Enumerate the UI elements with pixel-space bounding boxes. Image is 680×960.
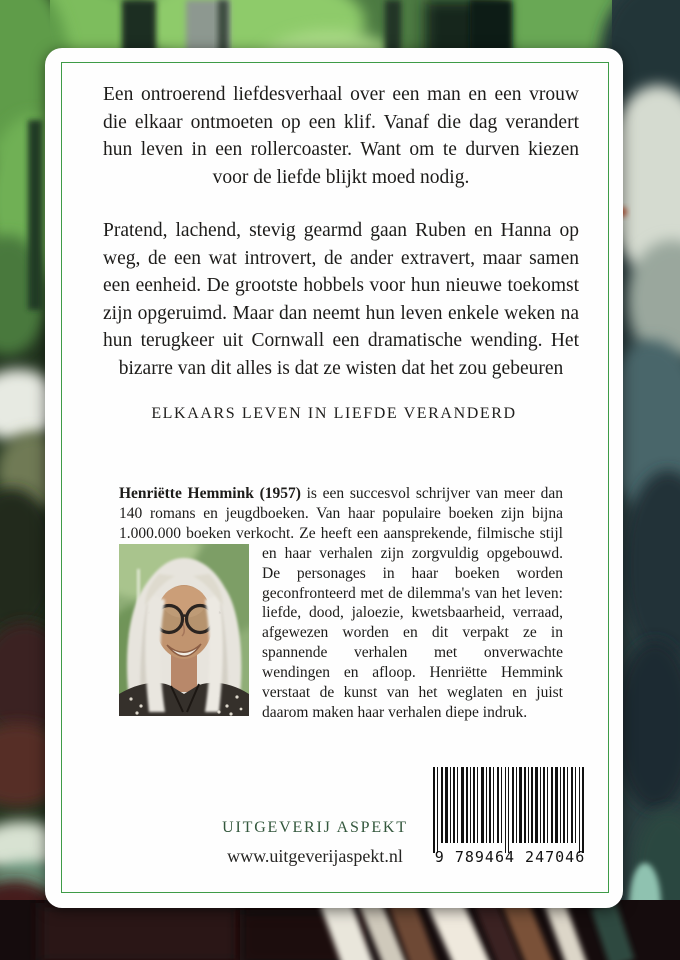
barcode: [433, 767, 587, 866]
isbn-digits: 9 789464 247046: [434, 848, 586, 866]
tagline: ELKAARS LEVEN IN LIEFDE VERANDERD: [151, 405, 517, 422]
back-cover-panel: [45, 48, 623, 908]
author-photo: [119, 544, 249, 716]
author-bio-section: [119, 484, 563, 723]
author-bio-text: is een succesvol schrijver van meer dan 140 romans en jeugdboeken. Van haar populaire boeken zijn bijna 1.000.000 boeken verkocht. Ze heeft een aansprekende, filmische stijl en haar verhalen zijn zorgvuldig opgebouwd. De personages in haar boeken worden geconfronteerd met de dilemma's van het leven: liefde, dood, jaloezie, kwetsbaarheid, verraad, afgewezen worden en dit verpakt ze in spannende verhalen met onverwachte wendingen en afloop. Henriëtte Hemmink verstaat de kunst van het weglaten en juist daarom maken haar verhalen diepe indruk.: [119, 485, 563, 721]
synopsis-paragraph-2: Pratend, lachend, stevig gearmd gaan Ruben en Hanna op weg, de een wat introvert, de ander extravert, maar samen een eenheid. De grootste hobbels voor hun nieuwe toekomst zijn opgeruimd. Maar dan neemt hun leven enkele weken na hun terugkeer uit Cornwall een dramatische wending. Het bizarre van dit alles is dat ze wisten dat het zou gebeuren: [103, 220, 579, 379]
publisher-block: [195, 819, 435, 867]
barcode-bars: [433, 767, 587, 855]
publisher-website: www.uitgeverijaspekt.nl: [227, 846, 403, 866]
synopsis-section: [103, 81, 579, 382]
synopsis-paragraph-1: Een ontroerend liefdesverhaal over een man en een vrouw die elkaar ontmoeten op een klif. Vanaf die dag verandert hun leven in een rollercoaster. Want om te durven kiezen voor de liefde blijkt moed nodig.: [103, 84, 579, 188]
publisher-name: UITGEVERIJ ASPEKT: [222, 819, 408, 836]
author-name: Henriëtte Hemmink (1957): [119, 485, 301, 502]
